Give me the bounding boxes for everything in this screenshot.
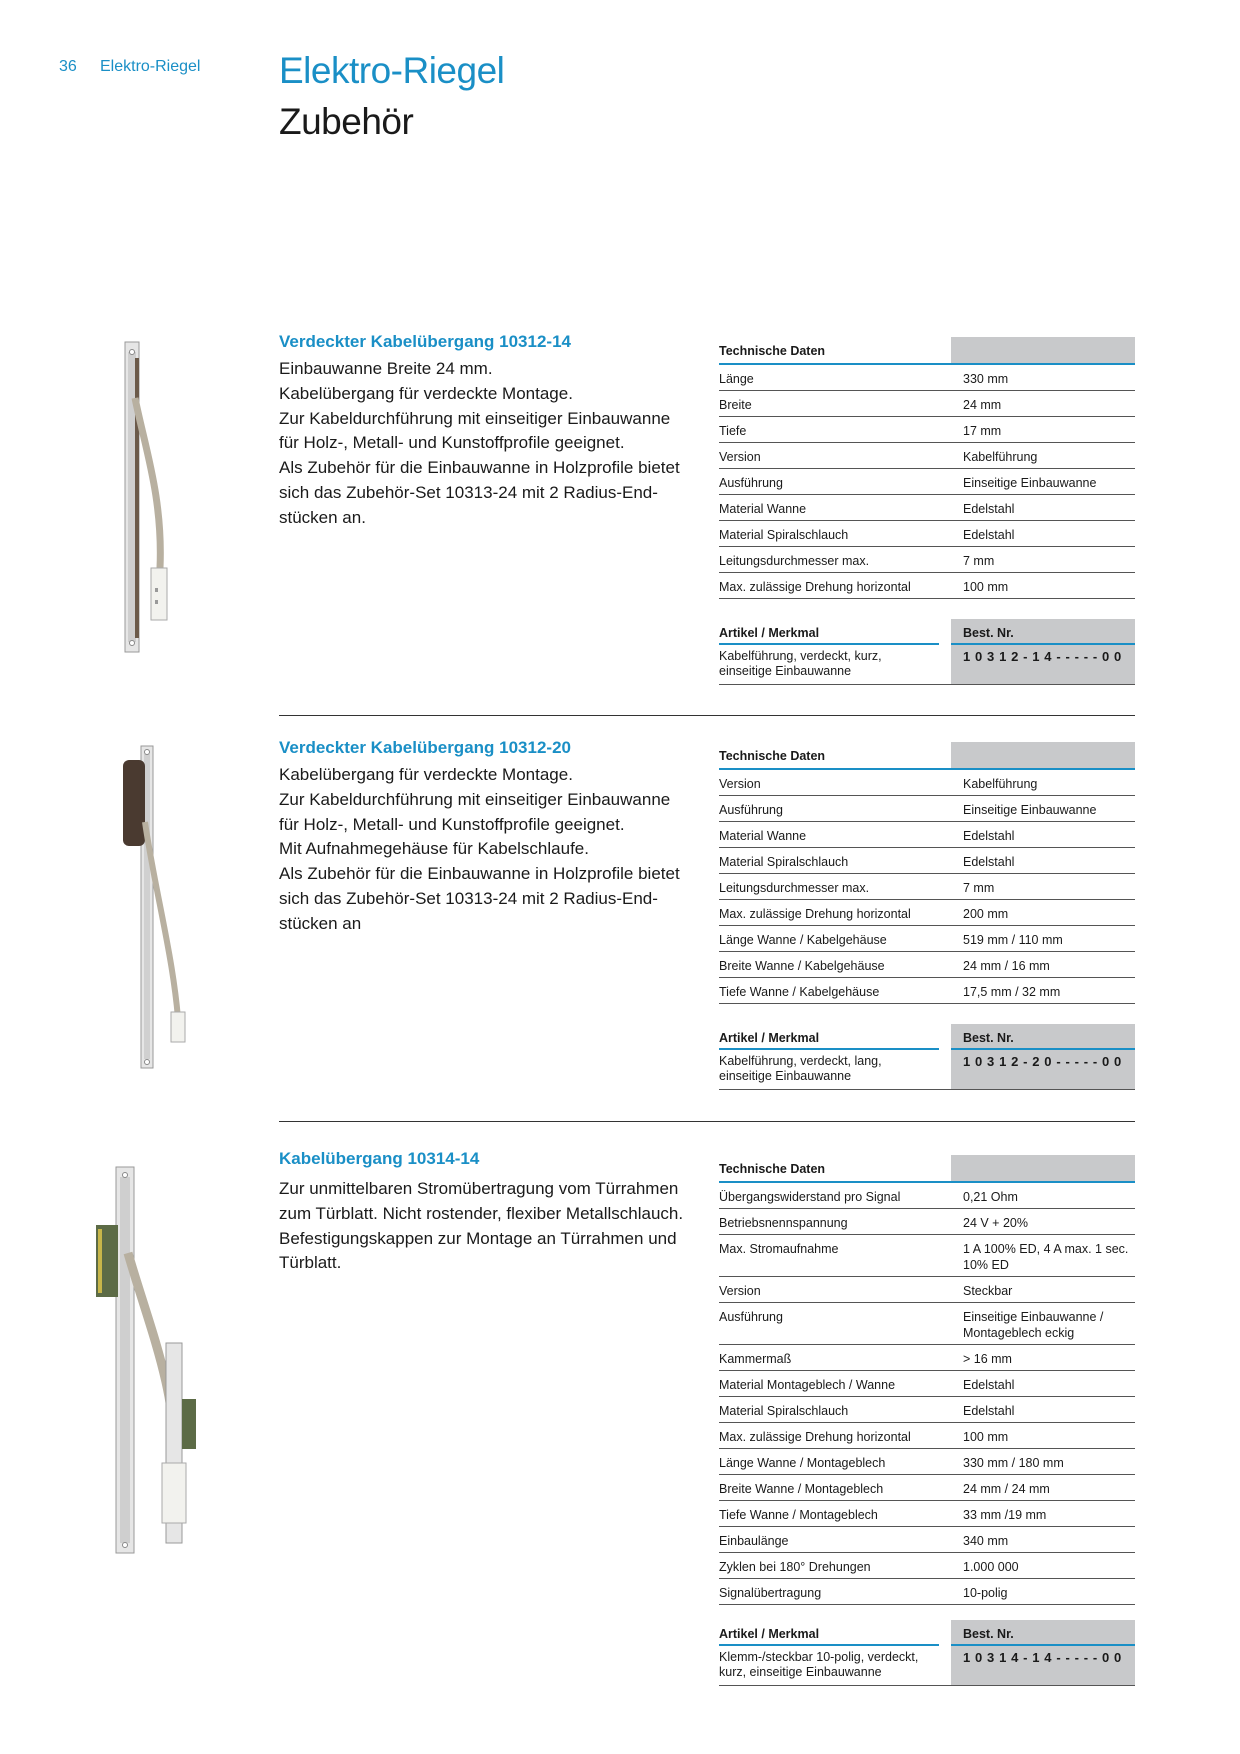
spec-value: > 16 mm: [963, 1352, 1012, 1366]
order-article-line: Kabelführung, verdeckt, kurz,: [719, 649, 882, 663]
spec-value: Kabelführung: [963, 450, 1038, 464]
page-number: 36: [59, 58, 77, 75]
spec-row: [719, 573, 1135, 599]
section-description-2: [279, 763, 699, 937]
spec-label: Ausführung: [719, 476, 783, 490]
order-article-line: einseitige Einbauwanne: [719, 664, 852, 678]
description-line: sich das Zubehör-Set 10313-24 mit 2 Radius-End-: [279, 482, 658, 502]
section-divider: [279, 715, 1135, 716]
order-article-line: kurz, einseitige Einbauwanne: [719, 1665, 882, 1679]
spec-label: Übergangswiderstand pro Signal: [719, 1190, 901, 1204]
spec-value: 10-polig: [963, 1586, 1008, 1600]
spec-value: 7 mm: [963, 554, 995, 568]
section-heading-2: Verdeckter Kabelübergang 10312-20: [279, 738, 571, 757]
order-article-line: Kabelführung, verdeckt, lang,: [719, 1054, 882, 1068]
spec-value: Edelstahl: [963, 528, 1015, 542]
spec-label: Kammermaß: [719, 1352, 792, 1366]
order-article: [719, 1050, 939, 1089]
spec-row: [719, 1553, 1135, 1579]
order-article-line: Klemm-/steckbar 10-polig, verdeckt,: [719, 1650, 919, 1664]
spec-label: Material Spiralschlauch: [719, 1404, 849, 1418]
order-col-article: Artikel / Merkmal: [719, 619, 939, 645]
spec-row: [719, 1501, 1135, 1527]
spec-value: 0,21 Ohm: [963, 1190, 1018, 1204]
spec-value: Edelstahl: [963, 1404, 1015, 1418]
spec-row: [719, 521, 1135, 547]
order-row: [719, 1050, 1135, 1090]
order-row: [719, 645, 1135, 685]
spec-value: Edelstahl: [963, 855, 1015, 869]
spec-table-header: [719, 337, 1135, 365]
order-article: [719, 645, 939, 684]
spec-row: [719, 1449, 1135, 1475]
description-line: Zur Kabeldurchführung mit einseitiger Einbauwanne: [279, 789, 671, 809]
description-line: zum Türblatt. Nicht rostender, flexiber Metallschlauch.: [279, 1203, 684, 1223]
spec-row: [719, 796, 1135, 822]
spec-value: 24 V + 20%: [963, 1216, 1028, 1230]
spec-label: Material Montageblech / Wanne: [719, 1378, 896, 1392]
spec-label: Leitungsdurchmesser max.: [719, 881, 870, 895]
description-line: Kabelübergang für verdeckte Montage.: [279, 383, 573, 403]
description-line: Zur unmittelbaren Stromübertragung vom Türrahmen: [279, 1179, 679, 1198]
spec-rows: [719, 1183, 1135, 1605]
spec-value: 1.000 000: [963, 1560, 1019, 1574]
spec-label: Länge Wanne / Montageblech: [719, 1456, 886, 1470]
order-part-number: 10314-14-----00: [951, 1646, 1135, 1685]
spec-row: [719, 1277, 1135, 1303]
spec-value: 1 A 100% ED, 4 A max. 1 sec. 10% ED: [963, 1242, 1129, 1272]
spec-row: [719, 1183, 1135, 1209]
spec-label: Material Wanne: [719, 829, 807, 843]
spec-row: [719, 417, 1135, 443]
spec-label: Material Wanne: [719, 502, 807, 516]
spec-row: [719, 848, 1135, 874]
spec-row: [719, 1423, 1135, 1449]
spec-label: Tiefe Wanne / Kabelgehäuse: [719, 985, 880, 999]
spec-row: [719, 365, 1135, 391]
order-part-number: 10312-20-----00: [951, 1050, 1135, 1089]
description-line: Befestigungskappen zur Montage an Türrahmen und: [279, 1228, 677, 1248]
spec-value: 330 mm: [963, 372, 1009, 386]
spec-label: Signalübertragung: [719, 1586, 822, 1600]
order-table-header: [719, 1024, 1135, 1050]
order-article-line: einseitige Einbauwanne: [719, 1069, 852, 1083]
section-description-3: [279, 1177, 699, 1276]
description-line: Kabelübergang für verdeckte Montage.: [279, 765, 573, 784]
description-line: Als Zubehör für die Einbauwanne in Holzprofile bietet: [279, 864, 680, 884]
description-line: stücken an: [279, 913, 362, 933]
spec-table-2: [719, 742, 1135, 1004]
order-part-number: 10312-14-----00: [951, 645, 1135, 684]
spec-label: Max. zulässige Drehung horizontal: [719, 907, 911, 921]
spec-label: Version: [719, 1284, 761, 1298]
spec-label: Material Spiralschlauch: [719, 528, 849, 542]
order-table-2: [719, 1024, 1135, 1090]
spec-row: [719, 1371, 1135, 1397]
spec-label: Betriebsnennspannung: [719, 1216, 848, 1230]
spec-label: Breite: [719, 398, 752, 412]
spec-label: Tiefe Wanne / Montageblech: [719, 1508, 878, 1522]
spec-header-label: Technische Daten: [719, 344, 826, 358]
spec-row: [719, 822, 1135, 848]
running-head: Elektro-Riegel: [100, 58, 201, 75]
spec-label: Länge: [719, 372, 754, 386]
order-col-partnum: Best. Nr.: [951, 1024, 1135, 1050]
product-image-10312-14: [115, 338, 185, 656]
spec-value: Einseitige Einbauwanne: [963, 803, 1097, 817]
spec-value: 519 mm / 110 mm: [963, 933, 1063, 947]
spec-value: 7 mm: [963, 881, 995, 895]
page-title: Elektro-Riegel: [279, 50, 505, 91]
spec-label: Leitungsdurchmesser max.: [719, 554, 870, 568]
spec-row: [719, 926, 1135, 952]
spec-row: [719, 770, 1135, 796]
spec-value: 200 mm: [963, 907, 1009, 921]
spec-label: Version: [719, 777, 761, 791]
description-line: für Holz-, Metall- und Kunstoffprofile geeignet.: [279, 433, 625, 453]
spec-label: Ausführung: [719, 803, 783, 817]
order-table-3: [719, 1620, 1135, 1686]
spec-header-blank: [951, 742, 1135, 768]
section-heading-3: Kabelübergang 10314-14: [279, 1149, 480, 1168]
order-col-partnum: Best. Nr.: [951, 1620, 1135, 1646]
spec-label: Max. zulässige Drehung horizontal: [719, 580, 911, 594]
spec-row: [719, 1579, 1135, 1605]
spec-table-1: [719, 337, 1135, 599]
description-line: für Holz-, Metall- und Kunstoffprofile geeignet.: [279, 814, 625, 834]
spec-value: 24 mm / 16 mm: [963, 959, 1050, 973]
spec-label: Tiefe: [719, 424, 747, 438]
spec-value: 33 mm /19 mm: [963, 1508, 1047, 1522]
description-line: Einbauwanne Breite 24 mm.: [279, 359, 493, 378]
spec-row: [719, 1235, 1135, 1277]
spec-value: 17 mm: [963, 424, 1002, 438]
spec-label: Länge Wanne / Kabelgehäuse: [719, 933, 887, 947]
spec-row: [719, 1209, 1135, 1235]
spec-row: [719, 391, 1135, 417]
order-article: [719, 1646, 939, 1685]
spec-row: [719, 1527, 1135, 1553]
spec-row: [719, 874, 1135, 900]
order-table-1: [719, 619, 1135, 685]
spec-value: 17,5 mm / 32 mm: [963, 985, 1061, 999]
spec-table-3: [719, 1155, 1135, 1605]
spec-row: [719, 1345, 1135, 1371]
order-col-partnum: Best. Nr.: [951, 619, 1135, 645]
spec-value: Kabelführung: [963, 777, 1038, 791]
spec-value: 24 mm: [963, 398, 1002, 412]
spec-value: Edelstahl: [963, 1378, 1015, 1392]
description-line: Als Zubehör für die Einbauwanne in Holzprofile bietet: [279, 458, 680, 478]
spec-value: Einseitige Einbauwanne / Montageblech eckig: [963, 1310, 1104, 1340]
spec-value: Einseitige Einbauwanne: [963, 476, 1097, 490]
spec-header-label: Technische Daten: [719, 749, 826, 763]
order-col-article: Artikel / Merkmal: [719, 1024, 939, 1050]
product-image-10312-20: [107, 742, 197, 1074]
page-subtitle: Zubehör: [279, 101, 414, 142]
spec-label: Breite Wanne / Kabelgehäuse: [719, 959, 885, 973]
spec-row: [719, 495, 1135, 521]
order-table-header: [719, 1620, 1135, 1646]
description-line: Türblatt.: [279, 1253, 342, 1273]
spec-value: Edelstahl: [963, 829, 1015, 843]
spec-row: [719, 978, 1135, 1004]
product-image-10314-14: [88, 1163, 218, 1558]
section-heading-1: Verdeckter Kabelübergang 10312-14: [279, 332, 571, 351]
spec-row: [719, 1397, 1135, 1423]
spec-header-blank: [951, 1155, 1135, 1181]
spec-header-label: Technische Daten: [719, 1162, 826, 1176]
order-col-article: Artikel / Merkmal: [719, 1620, 939, 1646]
section-description-1: [279, 357, 699, 531]
spec-value: Steckbar: [963, 1284, 1013, 1298]
spec-label: Version: [719, 450, 761, 464]
spec-rows: [719, 770, 1135, 1004]
description-line: sich das Zubehör-Set 10313-24 mit 2 Radius-End-: [279, 888, 658, 908]
spec-row: [719, 952, 1135, 978]
spec-label: Ausführung: [719, 1310, 783, 1324]
description-line: stücken an.: [279, 507, 366, 527]
description-line: Mit Aufnahmegehäuse für Kabelschlaufe.: [279, 839, 589, 859]
spec-row: [719, 1475, 1135, 1501]
section-divider: [279, 1121, 1135, 1122]
spec-label: Material Spiralschlauch: [719, 855, 849, 869]
spec-row: [719, 547, 1135, 573]
spec-value: 24 mm / 24 mm: [963, 1482, 1050, 1496]
spec-label: Breite Wanne / Montageblech: [719, 1482, 884, 1496]
spec-value: 340 mm: [963, 1534, 1009, 1548]
order-table-header: [719, 619, 1135, 645]
spec-row: [719, 1303, 1135, 1345]
spec-row: [719, 900, 1135, 926]
spec-label: Einbaulänge: [719, 1534, 789, 1548]
spec-row: [719, 469, 1135, 495]
spec-label: Zyklen bei 180° Drehungen: [719, 1560, 871, 1574]
spec-value: 100 mm: [963, 580, 1009, 594]
spec-label: Max. zulässige Drehung horizontal: [719, 1430, 911, 1444]
spec-rows: [719, 365, 1135, 599]
spec-row: [719, 443, 1135, 469]
spec-table-header: [719, 1155, 1135, 1183]
spec-value: 100 mm: [963, 1430, 1009, 1444]
spec-value: Edelstahl: [963, 502, 1015, 516]
order-row: [719, 1646, 1135, 1686]
spec-header-blank: [951, 337, 1135, 363]
spec-value: 330 mm / 180 mm: [963, 1456, 1064, 1470]
spec-table-header: [719, 742, 1135, 770]
description-line: Zur Kabeldurchführung mit einseitiger Einbauwanne: [279, 408, 671, 428]
spec-label: Max. Stromaufnahme: [719, 1242, 839, 1256]
